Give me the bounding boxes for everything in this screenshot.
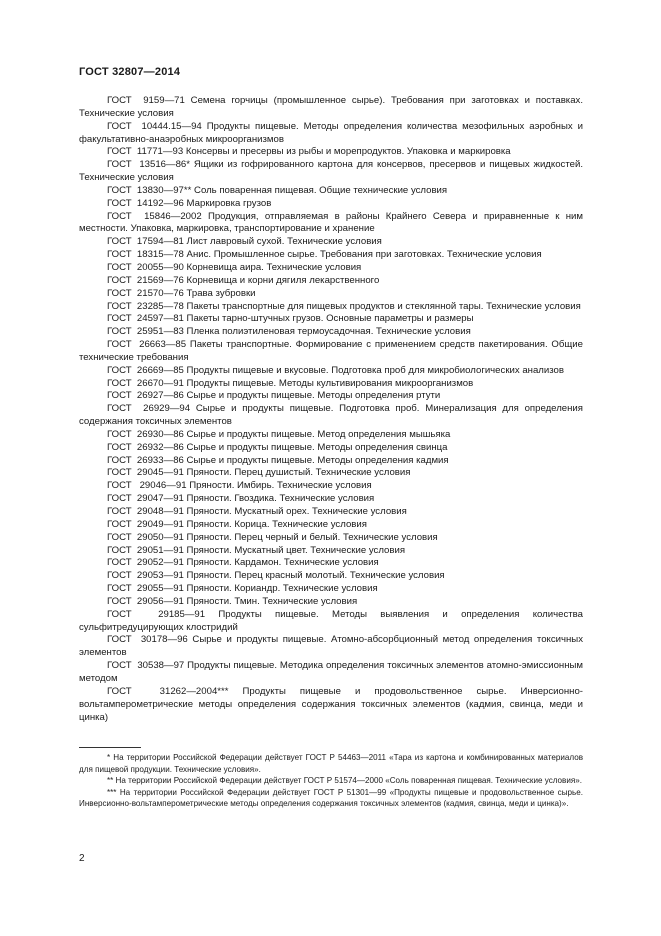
reference-item bbox=[79, 493, 583, 506]
reference-code: ГОСТ 29051—91 bbox=[107, 544, 184, 556]
reference-code: ГОСТ 29050—91 bbox=[107, 531, 184, 543]
reference-code: ГОСТ 20055—90 bbox=[107, 261, 184, 273]
reference-code: ГОСТ 10444.15—94 bbox=[107, 120, 202, 132]
reference-item bbox=[79, 365, 583, 378]
reference-title: Продукты пищевые и вкусовые. Подготовка проб для микробиологических анализов bbox=[186, 364, 564, 376]
reference-title: Пряности. Кардамон. Технические условия bbox=[186, 557, 379, 569]
reference-title: Пряности. Перец красный молотый. Технические условия bbox=[186, 570, 445, 582]
reference-item bbox=[79, 467, 583, 480]
reference-code: ГОСТ 29047—91 bbox=[107, 493, 184, 505]
reference-item bbox=[79, 609, 583, 635]
page-number: 2 bbox=[79, 853, 85, 864]
reference-title: Семена горчицы (промышленное сырье). Требования при заготовках и поставках. Технические условия bbox=[79, 95, 584, 119]
reference-code: ГОСТ 26663—85 bbox=[107, 339, 187, 351]
reference-item bbox=[79, 301, 583, 314]
reference-title: Пакеты транспортные для пищевых продуктов и стеклянной тары. Технические условия bbox=[186, 300, 581, 312]
reference-item bbox=[79, 378, 583, 391]
reference-code: ГОСТ 21570—76 bbox=[107, 287, 184, 299]
reference-title: Сырье и продукты пищевые. Методы определения свинца bbox=[186, 441, 448, 453]
reference-title: Пряности. Мускатный цвет. Технические условия bbox=[186, 544, 406, 556]
reference-list bbox=[79, 95, 583, 724]
reference-code: ГОСТ 15846—2002 bbox=[107, 210, 202, 222]
reference-code: ГОСТ 21569—76 bbox=[107, 274, 184, 286]
reference-item bbox=[79, 545, 583, 558]
reference-code: ГОСТ 26669—85 bbox=[107, 364, 184, 376]
reference-title: Пряности. Гвоздика. Технические условия bbox=[186, 493, 375, 505]
reference-title: Сырье и продукты пищевые. Метод определения мышьяка bbox=[186, 428, 451, 440]
reference-item bbox=[79, 159, 583, 185]
reference-title: Продукция, отправляемая в районы Крайнего Севера и приравненные к ним местности. Упаковка, маркировка, транспортирование и хранение bbox=[79, 210, 583, 235]
reference-code: ГОСТ 26933—86 bbox=[107, 454, 184, 466]
reference-item bbox=[79, 557, 583, 570]
reference-item bbox=[79, 532, 583, 545]
reference-code: ГОСТ 9159—71 bbox=[107, 95, 185, 106]
reference-code: ГОСТ 23285—78 bbox=[107, 300, 184, 312]
reference-item bbox=[79, 660, 583, 686]
footnote: * На территории Российской Федерации действует ГОСТ Р 54463—2011 «Тара из картона и комбинированных материалов для пищевой продукции. Технические условия». bbox=[79, 753, 583, 774]
reference-title: Пряности. Перец душистый. Технические условия bbox=[186, 467, 411, 479]
reference-item bbox=[79, 198, 583, 211]
reference-title: Сырье и продукты пищевые. Подготовка проб. Минерализация для определения содержания токсичных элементов bbox=[79, 403, 583, 428]
reference-item bbox=[79, 313, 583, 326]
reference-title: Пряности. Имбирь. Технические условия bbox=[189, 480, 372, 492]
reference-item bbox=[79, 339, 583, 365]
reference-item bbox=[79, 146, 583, 159]
reference-item bbox=[79, 211, 583, 237]
footnote-separator bbox=[79, 747, 141, 748]
reference-item bbox=[79, 275, 583, 288]
reference-item bbox=[79, 121, 583, 147]
reference-title: Пряности. Мускатный орех. Технические условия bbox=[186, 506, 407, 517]
reference-title: Корневища и корни дягиля лекарственного bbox=[186, 274, 380, 286]
reference-code: ГОСТ 17594—81 bbox=[107, 236, 184, 248]
reference-code: ГОСТ 30178—96 bbox=[107, 634, 188, 646]
reference-code: ГОСТ 13516—86* bbox=[107, 159, 190, 171]
reference-title: Пряности. Кориандр. Технические условия bbox=[186, 583, 378, 595]
reference-title: Сырье и продукты пищевые. Методы определения ртути bbox=[186, 390, 441, 402]
reference-code: ГОСТ 29052—91 bbox=[107, 557, 184, 569]
reference-item bbox=[79, 583, 583, 596]
reference-title: Сырье и продукты пищевые. Методы определения кадмия bbox=[186, 454, 449, 466]
reference-item bbox=[79, 634, 583, 660]
reference-code: ГОСТ 26927—86 bbox=[107, 390, 184, 402]
reference-item bbox=[79, 390, 583, 403]
reference-code: ГОСТ 26932—86 bbox=[107, 441, 184, 453]
reference-title: Продукты пищевые и продовольственное сырье. Инверсионно-вольтамперометрические методы определения содержания токсичных элементов (кадмия, свинца, меди и цинка) bbox=[79, 685, 584, 723]
reference-code: ГОСТ 24597—81 bbox=[107, 313, 184, 325]
reference-item bbox=[79, 455, 583, 468]
reference-item bbox=[79, 596, 583, 609]
reference-code: ГОСТ 18315—78 bbox=[107, 249, 184, 261]
reference-item bbox=[79, 570, 583, 583]
reference-item bbox=[79, 326, 583, 339]
reference-title: Пряности. Корица. Технические условия bbox=[186, 518, 367, 530]
reference-title: Маркировка грузов bbox=[186, 197, 272, 209]
reference-code: ГОСТ 25951—83 bbox=[107, 326, 184, 338]
reference-item bbox=[79, 506, 583, 519]
footnote: *** На территории Российской Федерации действует ГОСТ Р 51301—99 «Продукты пищевые и продовольственное сырье. Инверсионно-вольтамперометрические методы определения содержания токсичных элементов (кадмия, свинца, меди и цинка)». bbox=[79, 787, 583, 809]
reference-title: Продукты пищевые. Методы культивирования микроорганизмов bbox=[186, 377, 474, 389]
reference-title: Пакеты тарно-штучных грузов. Основные параметры и размеры bbox=[186, 313, 474, 325]
reference-title: Корневища аира. Технические условия bbox=[186, 261, 362, 273]
reference-title: Ящики из гофрированного картона для консервов, пресервов и пищевых жидкостей. Технические условия bbox=[79, 159, 583, 184]
reference-title: Анис. Промышленное сырье. Требования при заготовках. Технические условия bbox=[186, 249, 542, 261]
reference-item bbox=[79, 519, 583, 532]
reference-item bbox=[79, 249, 583, 262]
footnote: ** На территории Российской Федерации действует ГОСТ Р 51574—2000 «Соль поваренная пищевая. Технические условия». bbox=[107, 776, 583, 786]
reference-code: ГОСТ 29049—91 bbox=[107, 518, 184, 530]
reference-title: Консервы и пресервы из рыбы и морепродуктов. Упаковка и маркировка bbox=[185, 146, 511, 158]
reference-item bbox=[79, 288, 583, 301]
reference-title: Пленка полиэтиленовая термоусадочная. Технические условия bbox=[186, 326, 471, 338]
reference-item bbox=[79, 262, 583, 275]
reference-title: Лист лавровый сухой. Технические условия bbox=[186, 236, 382, 248]
reference-title: Пряности. Тмин. Технические условия bbox=[186, 595, 358, 607]
reference-item bbox=[79, 442, 583, 455]
reference-item bbox=[79, 480, 583, 493]
reference-code: ГОСТ 29046—91 bbox=[107, 480, 187, 492]
reference-code: ГОСТ 29055—91 bbox=[107, 583, 184, 595]
reference-code: ГОСТ 26929—94 bbox=[107, 403, 191, 415]
reference-item bbox=[79, 185, 583, 198]
reference-item bbox=[79, 236, 583, 249]
document-header: ГОСТ 32807—2014 bbox=[79, 66, 181, 78]
reference-code: ГОСТ 14192—96 bbox=[107, 197, 184, 209]
reference-code: ГОСТ 31262—2004*** bbox=[107, 685, 229, 697]
reference-title: Продукты пищевые. Методы выявления и определения количества сульфитредуцирующих клостридий bbox=[79, 608, 583, 633]
reference-title: Продукты пищевые. Методика определения токсичных элементов атомно-эмиссионным методом bbox=[79, 660, 583, 684]
reference-title: Пакеты транспортные. Формирование с применением средств пакетирования. Общие технические требования bbox=[79, 339, 583, 363]
reference-title: Сырье и продукты пищевые. Атомно-абсорбционный метод определения токсичных элементов bbox=[79, 634, 583, 659]
reference-code: ГОСТ 26670—91 bbox=[107, 377, 184, 389]
reference-code: ГОСТ 29056—91 bbox=[107, 595, 184, 607]
reference-code: ГОСТ 29048—91 bbox=[107, 506, 184, 517]
reference-code: ГОСТ 13830—97** bbox=[107, 184, 192, 196]
reference-title: Продукты пищевые. Методы определения количества мезофильных аэробных и факультативно-анаэробных микроорганизмов bbox=[79, 120, 583, 145]
reference-title: Соль поваренная пищевая. Общие технические условия bbox=[194, 184, 448, 196]
reference-code: ГОСТ 26930—86 bbox=[107, 428, 184, 440]
reference-item bbox=[79, 403, 583, 429]
reference-code: ГОСТ 29185—91 bbox=[107, 608, 206, 620]
reference-code: ГОСТ 11771—93 bbox=[107, 146, 184, 158]
reference-item bbox=[79, 95, 583, 121]
reference-item bbox=[79, 686, 583, 725]
footnote-list bbox=[79, 752, 583, 810]
reference-code: ГОСТ 29053—91 bbox=[107, 570, 184, 582]
reference-title: Трава зубровки bbox=[186, 287, 256, 299]
reference-code: ГОСТ 30538—97 bbox=[107, 660, 185, 672]
reference-code: ГОСТ 29045—91 bbox=[107, 467, 184, 479]
reference-title: Пряности. Перец черный и белый. Технические условия bbox=[186, 531, 438, 543]
reference-item bbox=[79, 429, 583, 442]
